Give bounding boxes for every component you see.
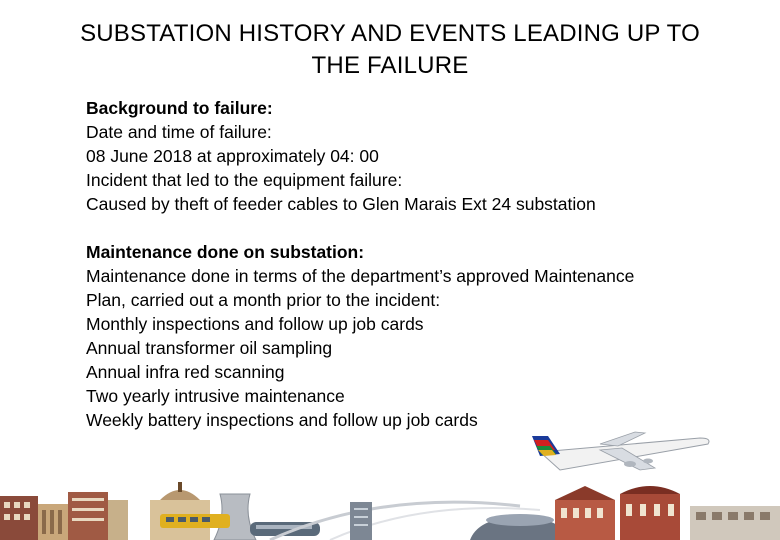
background-line: Date and time of failure: [86,122,272,142]
maintenance-line: Two yearly intrusive maintenance [86,386,345,406]
title-line-2: THE FAILURE [311,52,469,79]
maintenance-line: Annual transformer oil sampling [86,338,333,358]
slide-body [86,96,766,430]
slide-title [0,18,780,82]
title-line-1: SUBSTATION HISTORY AND EVENTS LEADING UP TO [80,20,700,47]
maintenance-line: Plan, carried out a month prior to the incident: [86,290,441,310]
background-line: Incident that led to the equipment failure: [86,170,403,190]
maintenance-heading: Maintenance done on substation: [86,242,365,262]
maintenance-line: Weekly battery inspections and follow up job cards [86,410,478,430]
background-heading: Background to failure: [86,98,273,118]
background-line: Caused by theft of feeder cables to Glen Marais Ext 24 substation [86,194,596,214]
maintenance-line: Maintenance done in terms of the department’s approved Maintenance [86,266,635,286]
skyline-banner [0,430,780,540]
paragraph-gap [86,216,766,240]
maintenance-line: Annual infra red scanning [86,362,285,382]
maintenance-line: Monthly inspections and follow up job cards [86,314,424,334]
background-line: 08 June 2018 at approximately 04: 00 [86,146,379,166]
city-skyline-image [0,430,780,540]
airplane-icon [532,432,709,470]
